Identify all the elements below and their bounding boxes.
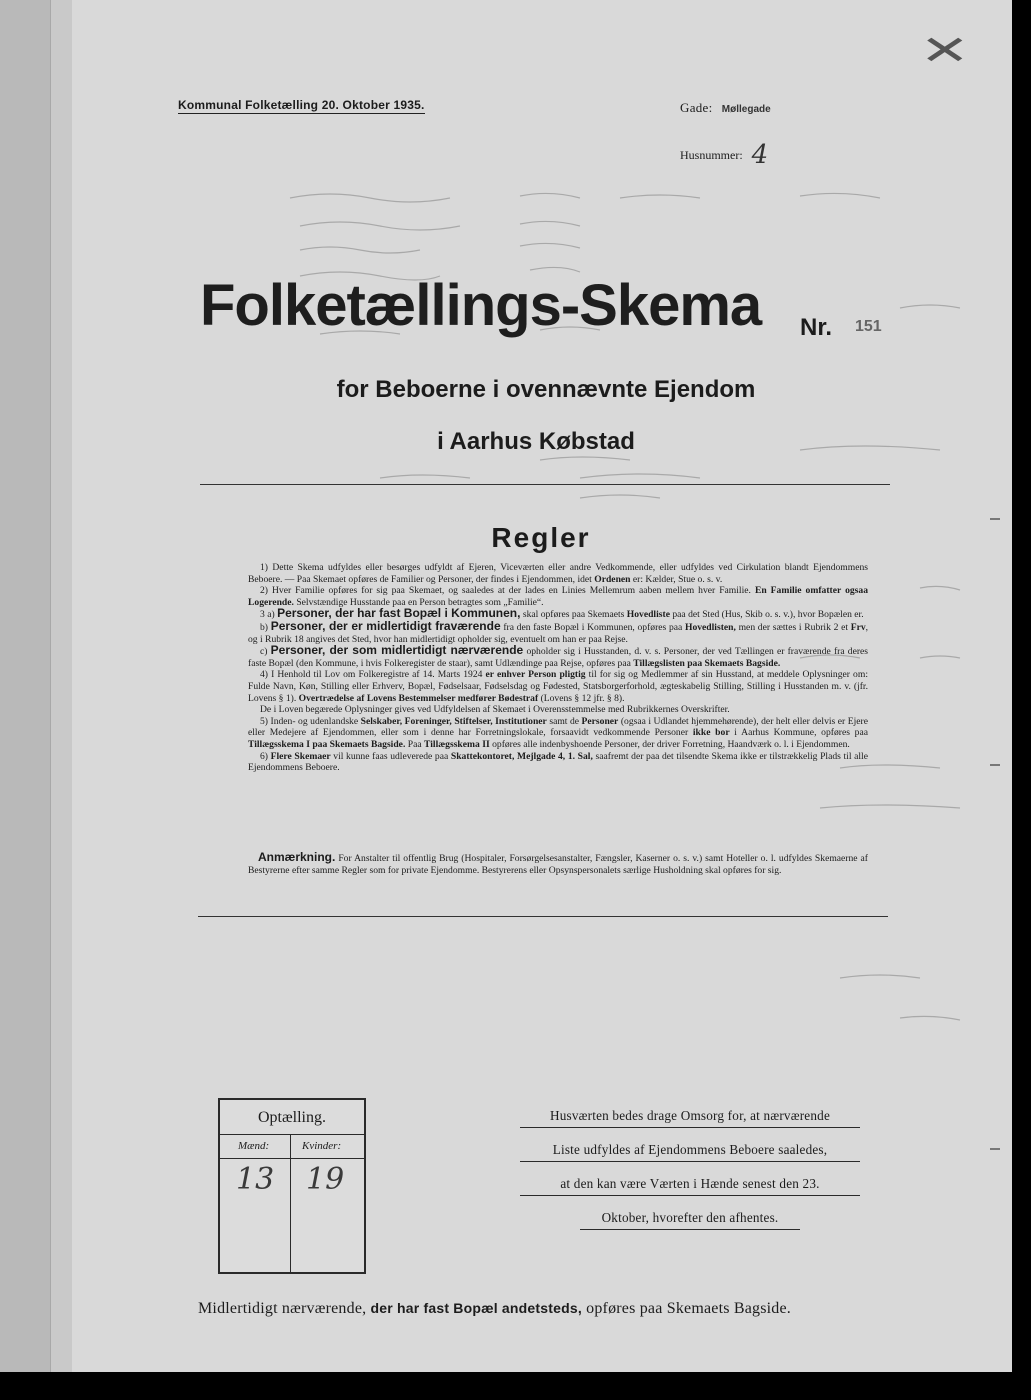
count-box-column-divider (290, 1134, 291, 1272)
footer-note (198, 1300, 791, 1318)
women-label: Kvinder: (302, 1140, 342, 1152)
rule-3a: 3 a) Personer, der har fast Bopæl i Kommunen, skal opføres paa Skemaets Hovedliste paa det Sted (Hus, Skib o. s. v.), hvor Bopælen er. (260, 606, 864, 621)
house-number-value: 4 (751, 140, 769, 170)
women-count: 19 (306, 1162, 345, 1197)
rule-6: 6) Flere Skemaer vil kunne faas udleverede paa Skattekontoret, Mejlgade 4, 1. Sal, saafremt der paa det tilsendte Skema ikke er tilstrækkelig Plads til alle Ejendommens Beboere. (248, 750, 868, 774)
rule-5: 5) Inden- og udenlandske Selskaber, Foreninger, Stiftelser, Institutioner samt de Personer (ogsaa i Udlandet hjemmehørende), der helt eller delvis er Ejere eller Medejere af Ejendommen, eller som i denne har Forretningslokale, forsaavidt vedkommende Personer ikke bor i Aarhus Kommune, opføres paa Tillægsskema I paa Skemaets Bagside. Paa Tillægsskema II opføres alle indenbyshoende Personer, der driver Forretning, Haandværk o. l. i Ejendommen. (248, 715, 868, 750)
house-number-label: Husnummer: (680, 148, 743, 162)
binding-edge (50, 0, 74, 1372)
form-location: i Aarhus Købstad (437, 428, 635, 455)
landlord-note-line-1: Husværten bedes drage Omsorg for, at nærværende (520, 1108, 860, 1128)
footer-bold: der har fast Bopæl andetsteds, (370, 1300, 582, 1316)
divider-top (200, 484, 890, 485)
form-number-value: 151 (855, 318, 882, 335)
divider-bottom (198, 916, 888, 917)
house-number-field (680, 136, 769, 170)
count-box-row-divider (220, 1158, 364, 1159)
rules-text (248, 562, 868, 774)
margin-tick (990, 1148, 1000, 1150)
form-subtitle: for Beboerne i ovennævnte Ejendom (336, 376, 756, 403)
rule-3b: b) Personer, der er midlertidigt fraværende fra den faste Bopæl i Kommunen, opføres paa Hovedlisten, men der sættes i Rubrik 2 et Frv, og i Rubrik 18 angives det Sted, hvor han midlertidigt opholder sig, eventuelt om han er paa Rejse. (248, 618, 869, 645)
remark-text (248, 852, 868, 876)
rules-heading: Regler (491, 522, 591, 553)
form-number-label: Nr. (800, 314, 833, 341)
rule-4: 4) I Henhold til Lov om Folkeregistre af 14. Marts 1924 er enhver Person pligtig til for sig og Medlemmer af sin Husstand, at meddele Oplysninger om: Fulde Navn, Køn, Stilling eller Erhverv, Bopæl, Fødselsaar, Fødselsdag og Fødested, Statsborgerforhold, ægteskabelig Stilling, Stilling i Husstanden m. v. (jfr. Lovens § 1). Overtrædelse af Lovens Bestemmelser medfører Bødestraf (Lovens § 12 jfr. § 8). (248, 669, 868, 704)
landlord-note (520, 1108, 860, 1244)
street-field (680, 100, 771, 116)
corner-x-mark: ✕ (919, 28, 970, 74)
remark-body: For Anstalter til offentlig Brug (Hospitaler, Forsørgelsesanstalter, Fængsler, Kaserner o. s. v.) samt Hoteller o. l. udfyldes Skemaerne af Bestyrerne efter samme Regler som for private Ejendomme. Bestyrerens eller Opsynspersonalets særlige Husholdning skal opføres for sig. (248, 853, 868, 876)
footer-post: opføres paa Skemaets Bagside. (586, 1300, 791, 1317)
rule-2: 2) Hver Familie opføres for sig paa Skemaet, og saaledes at der lades en Linies Mellemrum aaben mellem hver Familie. En Familie omfatter ogsaa Logerende. Selvstændige Husstande paa en Person betragtes som „Familie“. (248, 585, 868, 608)
count-box-title: Optælling. (220, 1100, 364, 1135)
count-box (218, 1098, 366, 1274)
margin-tick (990, 764, 1000, 766)
binding-spine (0, 0, 50, 1372)
street-label: Gade: (680, 100, 713, 115)
form-title: Folketællings-Skema (200, 273, 762, 338)
remark-heading: Anmærkning. (258, 850, 336, 864)
landlord-note-line-4: Oktober, hvorefter den afhentes. (580, 1210, 800, 1230)
landlord-note-line-3: at den kan være Værten i Hænde senest den 23. (520, 1176, 860, 1196)
street-value: Møllegade (721, 104, 771, 115)
men-label: Mænd: (238, 1140, 270, 1152)
rule-1: 1) Dette Skema udfyldes eller besørges udfyldt af Ejeren, Viceværten eller andre Vedkommende, eller udfyldes ved Cirkulation blandt Ejendommens Beboere. — Paa Skemaet opføres de Familier og Personer, der findes i Ejendommen, idet Ordenen er: Kælder, Stue o. s. v. (248, 562, 868, 585)
men-count: 13 (236, 1162, 275, 1197)
rule-3c: c) Personer, der som midlertidigt nærværende opholder sig i Husstanden, d. v. s. Personer, der ved Tællingen er fraværende fra deres faste Bopæl (den Kommune, i hvis Folkeregister de staar), samt Udlændinge paa Rejse, opføres paa Tillægslisten paa Skemaets Bagside. (248, 643, 869, 669)
census-heading: Kommunal Folketælling 20. Oktober 1935. (178, 98, 425, 112)
margin-tick (990, 518, 1000, 520)
rule-4b: De i Loven begærede Oplysninger gives ved Udfyldelsen af Skemaet i Overensstemmelse med Rubrikkernes Overskrifter. (260, 704, 730, 716)
footer-pre: Midlertidigt nærværende, (198, 1300, 367, 1317)
landlord-note-line-2: Liste udfyldes af Ejendommens Beboere saaledes, (520, 1142, 860, 1162)
